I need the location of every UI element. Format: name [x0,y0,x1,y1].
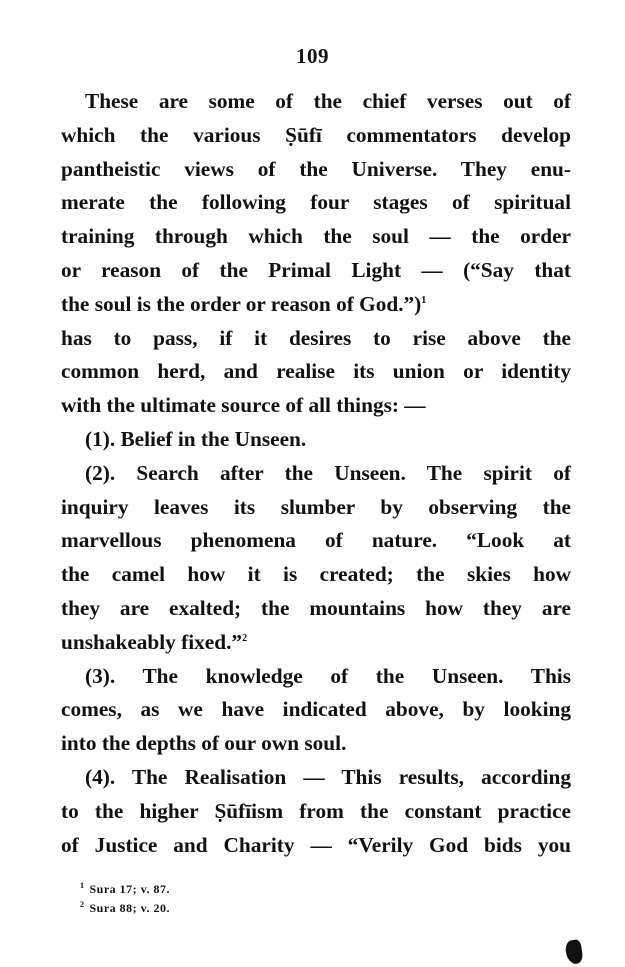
text-line: of Justice and Charity — “Verily God bids you [61,832,571,857]
list-item: (4). The Realisation — This results, according [85,764,571,789]
text-line: the camel how it is created; the skies how [61,562,571,587]
text-line: These are some of the chief verses out of [85,89,571,113]
text-line: with the ultimate source of all things: — [61,393,426,418]
list-item: (3). The knowledge of the Unseen. This [85,663,571,688]
text-line: which the various Ṣūfī commentators develop [61,122,571,147]
footnote-marker: 2 [80,900,85,909]
text-line: inquiry leaves its slumber by observing the [61,494,571,519]
text-line: or reason of the Primal Light — (“Say that [61,257,571,282]
footnote-ref: 2 [242,632,248,644]
ink-blot-mark [564,939,583,965]
footnote-marker: 1 [80,881,85,890]
text-line: comes, as we have indicated above, by looking [61,697,571,722]
text-line: to the higher Ṣūfīism from the constant practice [61,798,571,823]
body-text [61,85,571,862]
text-line: has to pass, if it desires to rise above the [61,325,571,350]
text-line: pantheistic views of the Universe. They enu- [61,156,571,181]
list-item: (1). Belief in the Unseen. [85,426,307,451]
footnotes [80,880,170,918]
list-item: (2). Search after the Unseen. The spirit of [85,460,571,485]
text-line: merate the following four stages of spiritual [61,190,571,215]
text-line: the soul is the order or reason of God.”) [61,291,422,316]
footnote [80,899,170,918]
text-line: unshakeably fixed.” [61,629,243,654]
footnote-text: Sura 88; v. 20. [89,901,171,915]
footnote-text: Sura 17; v. 87. [89,882,171,896]
footnote-ref: 1 [421,294,427,306]
text-line: they are exalted; the mountains how they are [61,595,571,620]
footnote [80,880,170,899]
text-line: common herd, and realise its union or identity [61,359,571,384]
page-number: 109 [296,44,329,68]
text-line: training through which the soul — the order [61,224,571,249]
text-line: into the depths of our own soul. [61,731,347,756]
text-line: marvellous phenomena of nature. “Look at [61,528,571,553]
text-line-with-footnote [61,626,571,660]
text-line-with-footnote [61,288,571,322]
